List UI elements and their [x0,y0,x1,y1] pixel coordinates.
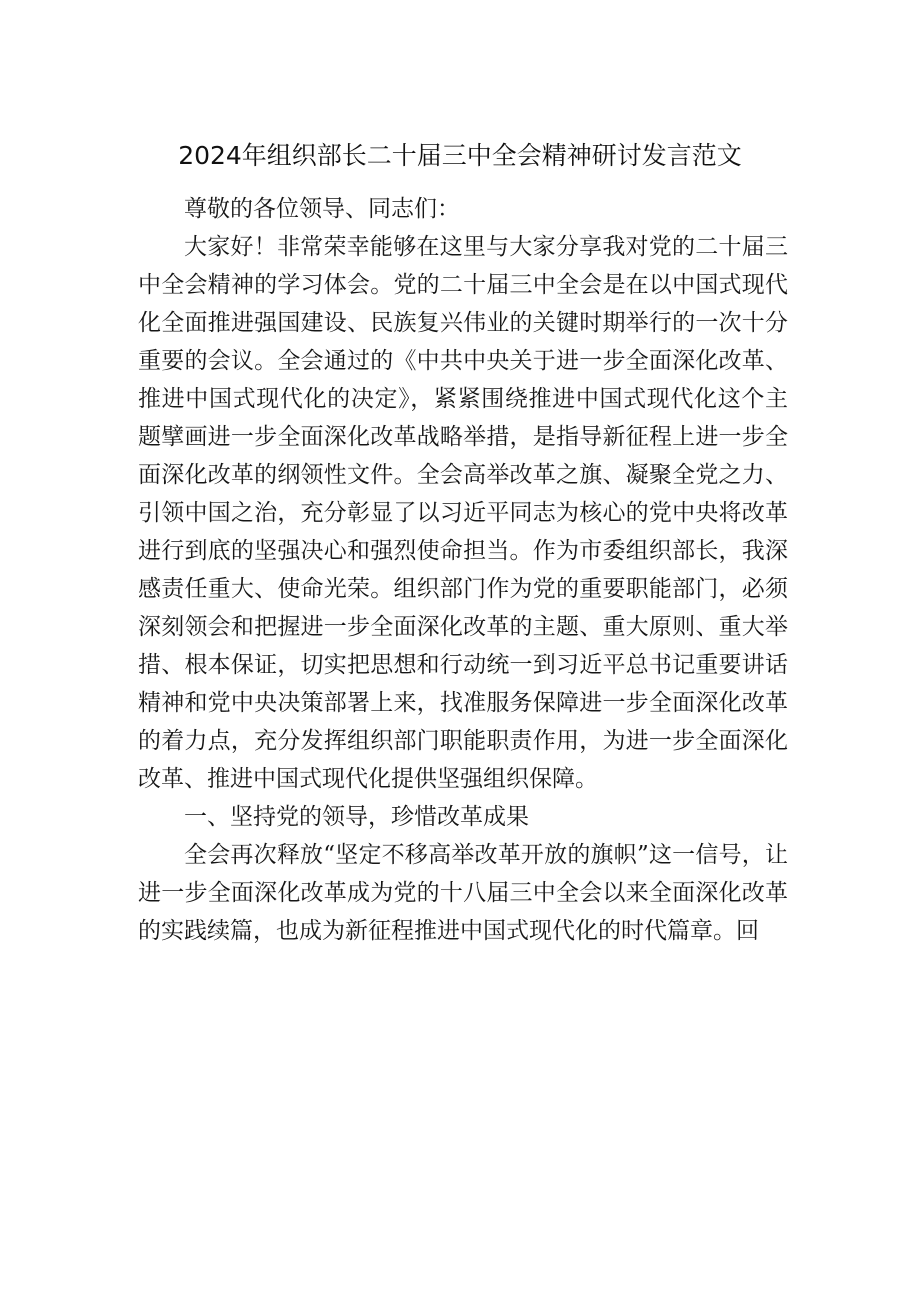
document-body [138,190,788,950]
intro-paragraph: 大家好！非常荣幸能够在这里与大家分享我对党的二十届三中全会精神的学习体会。党的二十届三中全会是在以中国式现代化全面推进强国建设、民族复兴伟业的关键时期举行的一次十分重要的会议。全会通过的《中共中央关于进一步全面深化改革、推进中国式现代化的决定》，紧紧围绕推进中国式现代化这个主题擘画进一步全面深化改革战略举措，是指导新征程上进一步全面深化改革的纲领性文件。全会高举改革之旗、凝聚全党之力、引领中国之治，充分彰显了以习近平同志为核心的党中央将改革进行到底的坚强决心和强烈使命担当。作为市委组织部长，我深感责任重大、使命光荣。组织部门作为党的重要职能部门，必须深刻领会和把握进一步全面深化改革的主题、重大原则、重大举措、根本保证，切实把思想和行动统一到习近平总书记重要讲话精神和党中央决策部署上来，找准服务保障进一步全面深化改革的着力点，充分发挥组织部门职能职责作用，为进一步全面深化改革、推进中国式现代化提供坚强组织保障。 [138,234,788,792]
document-title: 2024年组织部长二十届三中全会精神研讨发言范文 [178,141,742,170]
section-heading-1: 一、坚持党的领导，珍惜改革成果 [184,804,529,830]
section-1-paragraph: 全会再次释放“坚定不移高举改革开放的旗帜”这一信号，让进一步全面深化改革成为党的十八届三中全会以来全面深化改革的实践续篇，也成为新征程推进中国式现代化的时代篇章。回 [138,842,788,944]
salutation-paragraph: 尊敬的各位领导、同志们： [184,196,460,222]
